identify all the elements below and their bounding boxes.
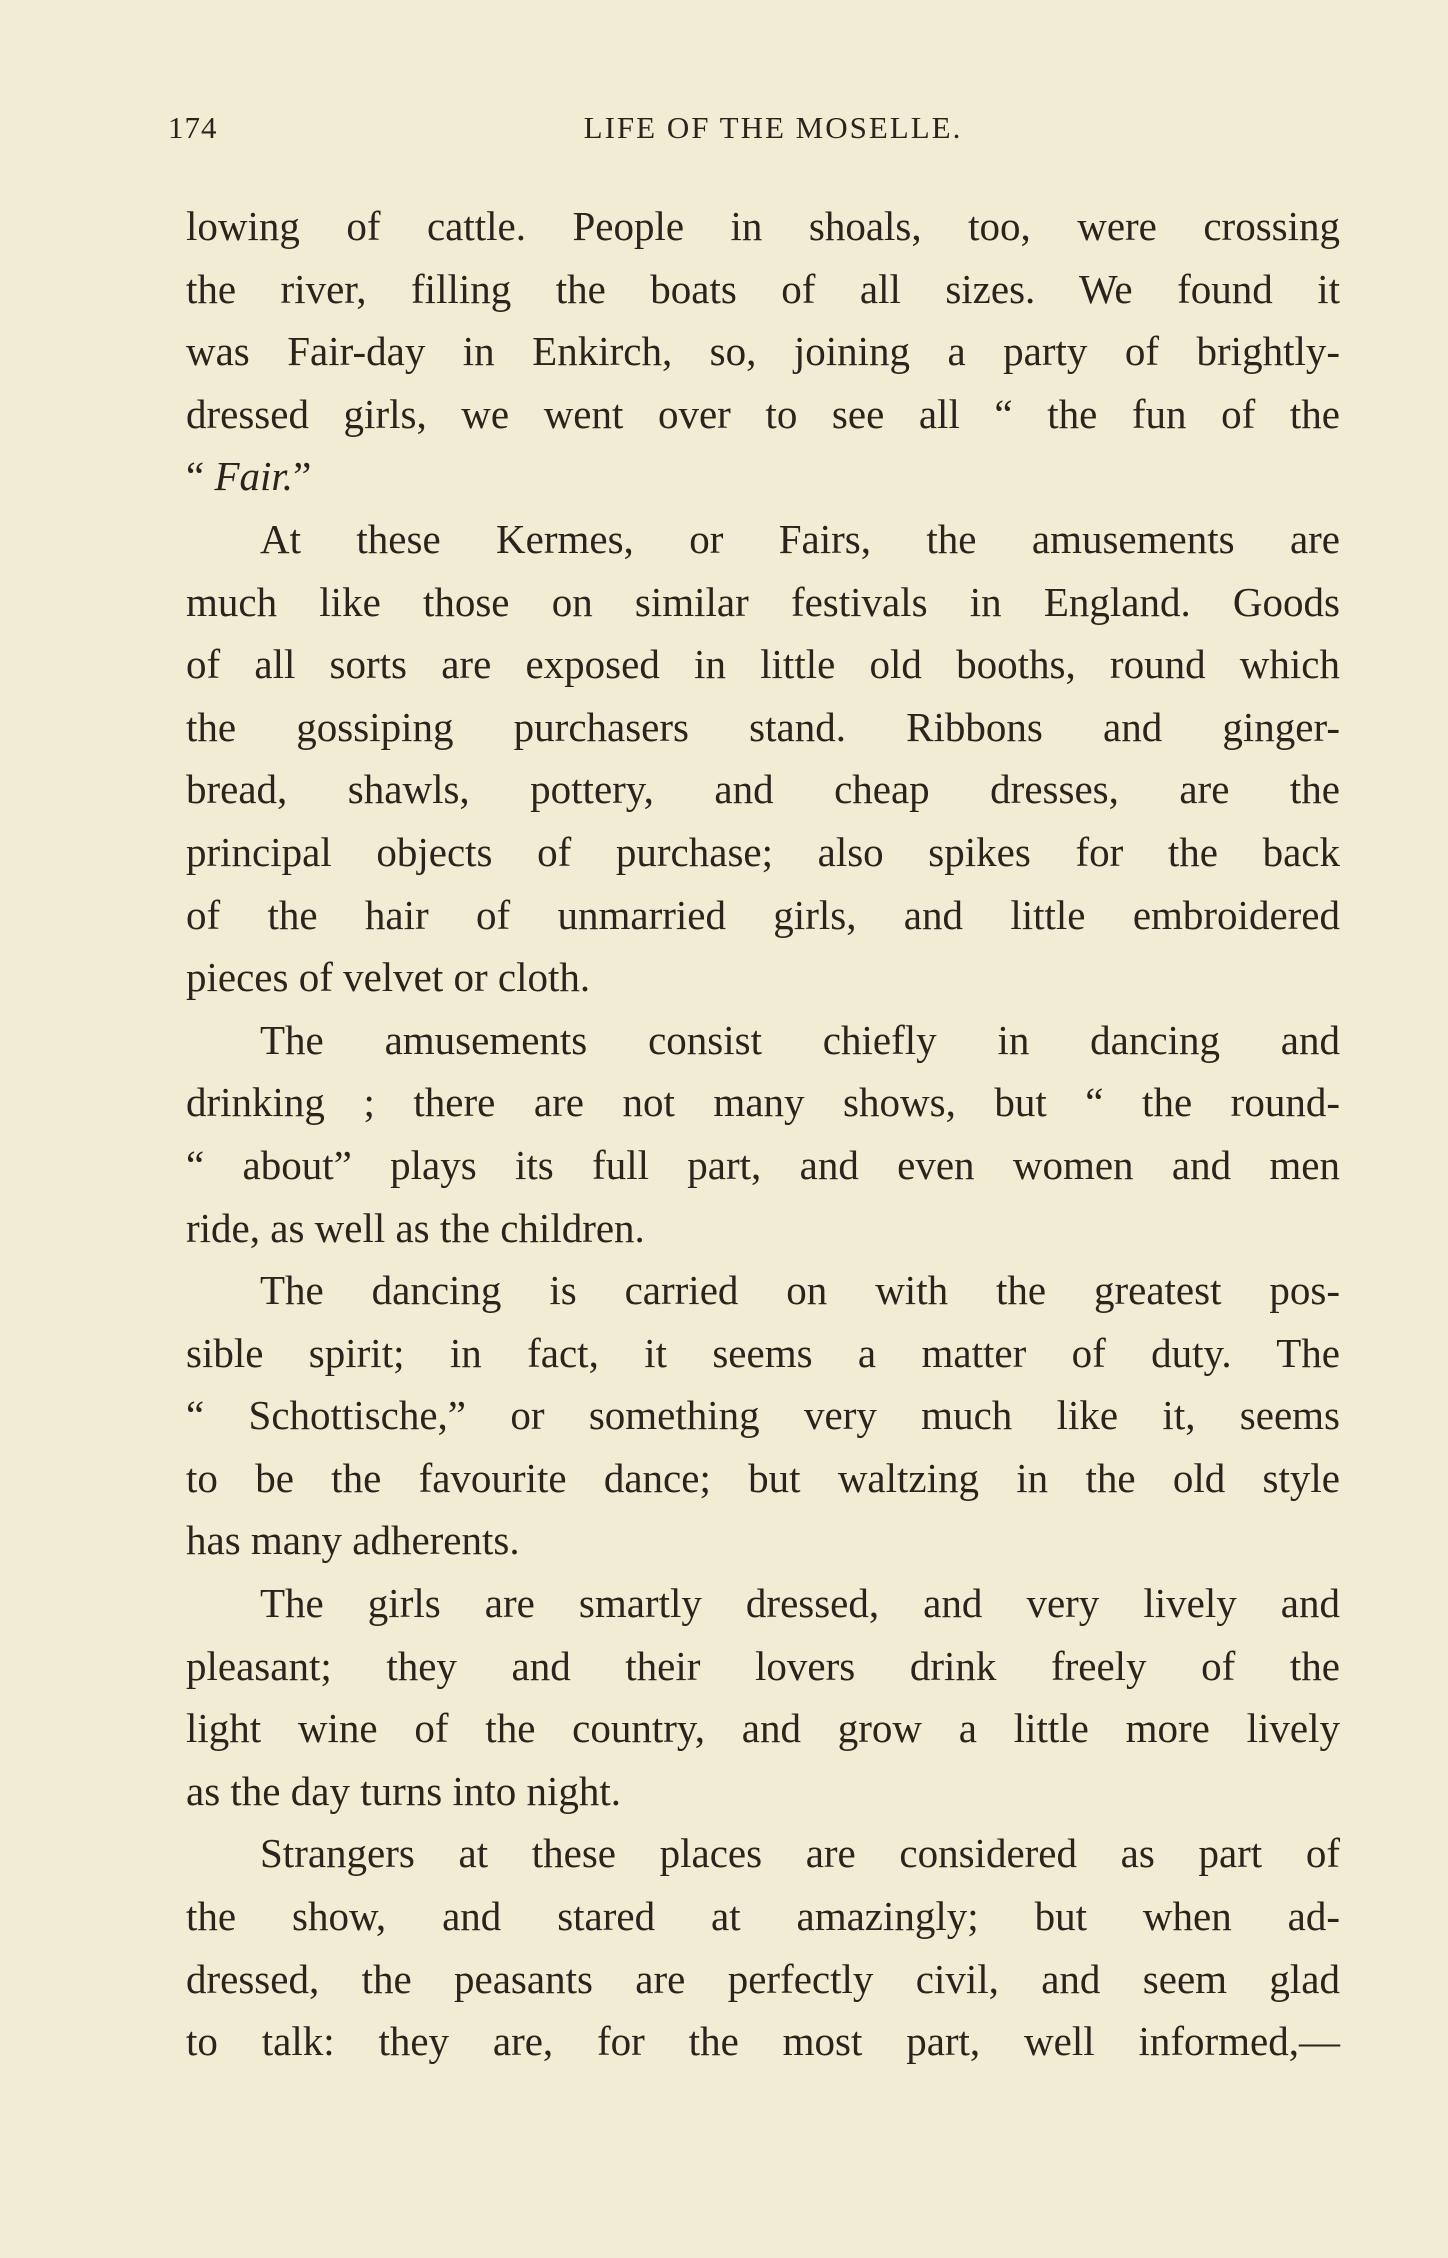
italic-fair: Fair. <box>214 453 294 500</box>
text-line: lowing of cattle. People in shoals, too, were crossing <box>186 203 1340 249</box>
text-line: ride, as well as the children. <box>186 1204 645 1251</box>
text-line: to talk: they are, for the most part, well informed,— <box>186 2018 1340 2065</box>
body-text <box>186 195 1340 2073</box>
text-line: the river, filling the boats of all sizes. We found it <box>186 265 1340 312</box>
running-head <box>168 110 1338 156</box>
text-line <box>186 445 1340 508</box>
text-line: much like those on similar festivals in England. Goods <box>186 578 1340 625</box>
text-line: “ Schottische,” or something very much like it, seems <box>186 1392 1340 1439</box>
text-line: as the day turns into night. <box>186 1767 622 1814</box>
text-line: the show, and stared at amazingly; but when ad- <box>186 1893 1340 1940</box>
text-line: dressed, the peasants are perfectly civil, and seem glad <box>186 1955 1340 2002</box>
text-line: The girls are smartly dressed, and very lively and <box>260 1580 1340 1627</box>
text-line: the gossiping purchasers stand. Ribbons and ginger- <box>186 703 1340 750</box>
text-line: dressed girls, we went over to see all “ the fun of the <box>186 390 1340 437</box>
text-line: of all sorts are exposed in little old booths, round which <box>186 641 1340 688</box>
running-title: LIFE OF THE MOSELLE. <box>583 110 963 145</box>
text-line: drinking ; there are not many shows, but “ the round- <box>186 1079 1340 1126</box>
page-number: 174 <box>168 110 218 145</box>
close-quote: ” <box>293 453 312 500</box>
text-line: bread, shawls, pottery, and cheap dresses, are the <box>186 766 1340 813</box>
text-line: to be the favourite dance; but waltzing in the old style <box>186 1454 1340 1501</box>
text-line: has many adherents. <box>186 1517 520 1564</box>
text-line: of the hair of unmarried girls, and little embroidered <box>186 891 1340 938</box>
text-line: principal objects of purchase; also spikes for the back <box>186 828 1340 875</box>
text-line: Strangers at these places are considered as part of <box>260 1830 1340 1877</box>
text-line: The amusements consist chiefly in dancing and <box>260 1016 1340 1063</box>
text-line: was Fair-day in Enkirch, so, joining a party of brightly- <box>186 328 1340 375</box>
text-line: The dancing is carried on with the greatest pos- <box>260 1267 1340 1314</box>
open-quote: “ <box>186 453 205 500</box>
text-line: pieces of velvet or cloth. <box>186 954 591 1001</box>
text-line: At these Kermes, or Fairs, the amusements are <box>260 515 1340 562</box>
text-line: light wine of the country, and grow a little more lively <box>186 1705 1340 1752</box>
text-line: pleasant; they and their lovers drink freely of the <box>186 1642 1340 1689</box>
text-line: sible spirit; in fact, it seems a matter of duty. The <box>186 1329 1340 1376</box>
text-line: “ about” plays its full part, and even women and men <box>186 1141 1340 1188</box>
